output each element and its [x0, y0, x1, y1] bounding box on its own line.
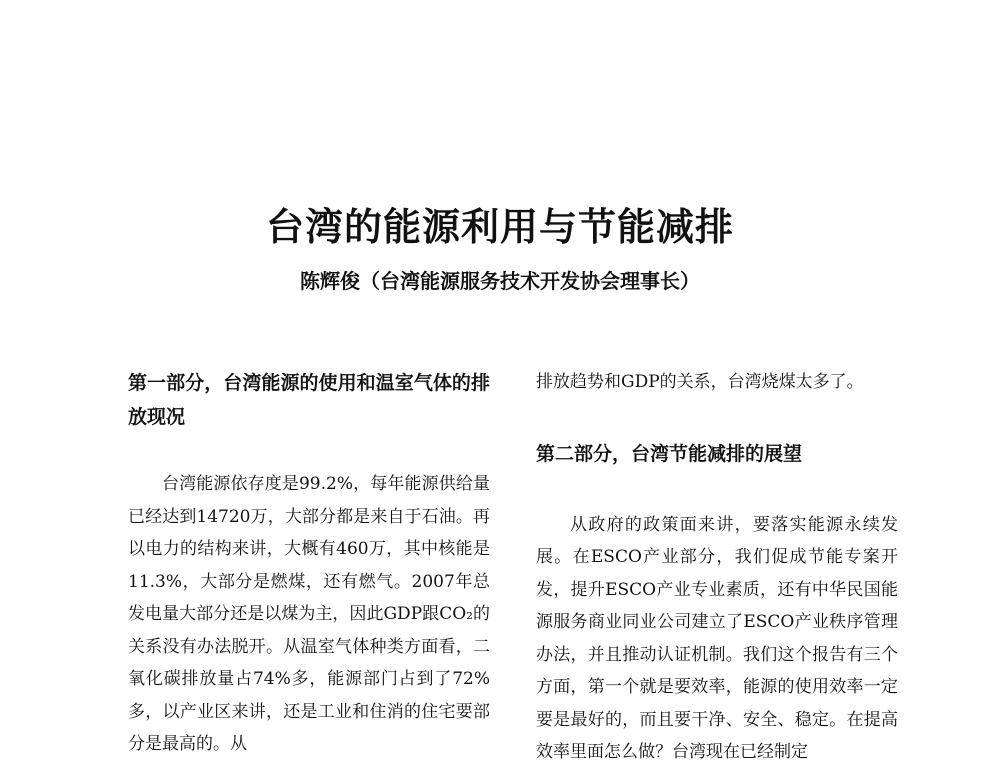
- section-heading-part-two: 第二部分，台湾节能减排的展望: [536, 442, 803, 465]
- continuation-text: 排放趋势和GDP的关系，台湾烧煤太多了。: [536, 372, 864, 392]
- author-byline: 陈辉俊（台湾能源服务技术开发协会理事长）: [300, 269, 700, 293]
- left-column: [128, 366, 490, 760]
- spacer: [128, 434, 490, 468]
- body-paragraph-part-two: 从政府的政策面来讲，要落实能源永续发展。在ESCO产业部分，我们促成节能专案开发，提升ESCO产业专业素质，还有中华民国能源服务商业同业公司建立了ESCO产业秩序管理办法，并且推动认证机制。我们这个报告有三个方面，第一个就是要效率，能源的使用效率一定要是最好的，而且要干净、安全、稳定。在提高效率里面怎么做？台湾现在已经制定: [536, 514, 898, 760]
- body-paragraph-part-one: 台湾能源依存度是99.2%，每年能源供给量已经达到14720万，大部分都是来自于石油。再以电力的结构来讲，大概有460万，其中核能是11.3%，大部分是燃煤，还有燃气。2007年总发电量大部分还是以煤为主，因此GDP跟CO₂的关系没有办法脱开。从温室气体种类方面看，二氧化碳排放量占74%多，能源部门占到了72%多，以产业区来讲，还是工业和住消的住宅要部分是最高的。从: [128, 474, 490, 754]
- spacer: [536, 471, 898, 509]
- section-heading-part-one: 第一部分，台湾能源的使用和温室气体的排放现况: [128, 372, 490, 428]
- spacer: [536, 399, 898, 437]
- right-column: [536, 366, 898, 760]
- document-title: 台湾的能源利用与节能减排: [265, 205, 734, 249]
